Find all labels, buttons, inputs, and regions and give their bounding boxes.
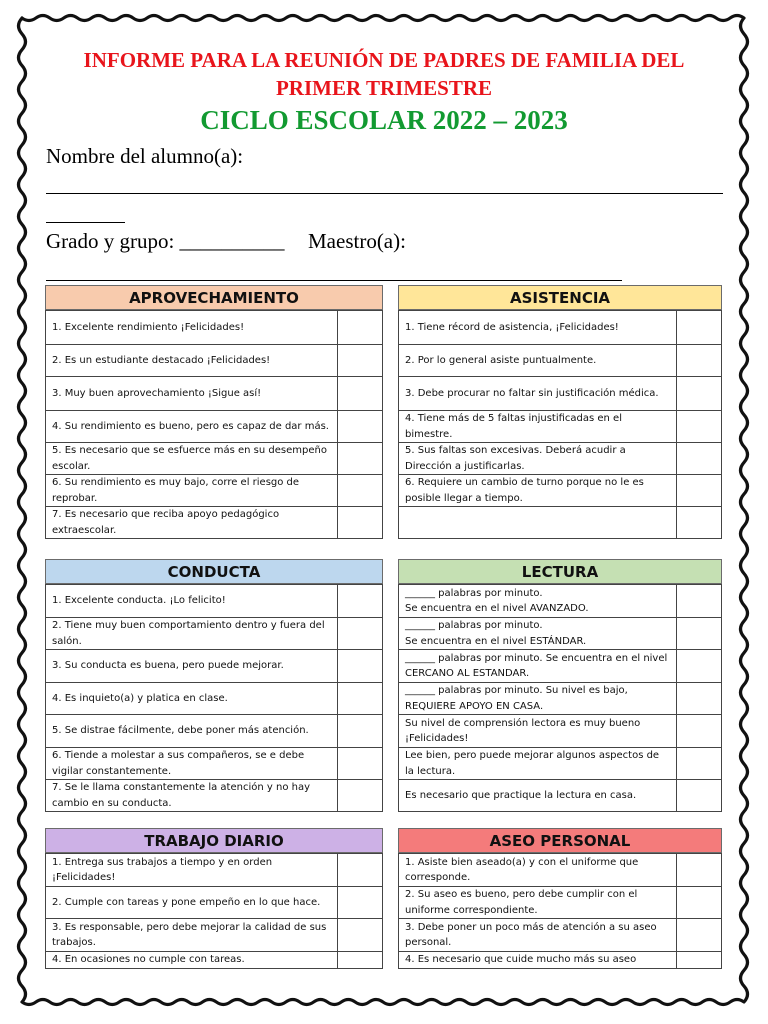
check-box[interactable]	[677, 887, 721, 918]
check-box[interactable]	[338, 443, 382, 474]
table-row	[399, 649, 721, 682]
table-row	[46, 886, 382, 918]
check-box[interactable]	[677, 650, 721, 682]
row-text: 2. Es un estudiante destacado ¡Felicidades!	[46, 345, 338, 376]
table-row	[46, 747, 382, 779]
rows-conducta	[45, 584, 383, 812]
table-row	[46, 584, 382, 617]
row-text: 6. Su rendimiento es muy bajo, corre el riesgo de reprobar.	[46, 475, 338, 506]
check-box[interactable]	[677, 618, 721, 649]
check-box[interactable]	[338, 952, 382, 968]
check-box[interactable]	[677, 475, 721, 506]
section-header-aprovechamiento: APROVECHAMIENTO	[45, 285, 383, 310]
student-name-line-continued[interactable]	[46, 222, 125, 223]
section-trabajo-diario	[45, 828, 383, 969]
check-box[interactable]	[677, 952, 721, 968]
check-box[interactable]	[338, 854, 382, 886]
rows-trabajo-diario	[45, 853, 383, 969]
check-box[interactable]	[677, 311, 721, 344]
row-text: 3. Es responsable, pero debe mejorar la calidad de sus trabajos.	[46, 919, 338, 951]
row-text: 4. Es inquieto(a) y platica en clase.	[46, 683, 338, 714]
table-row	[46, 310, 382, 344]
table-row	[399, 474, 721, 506]
table-row	[46, 376, 382, 410]
check-box[interactable]	[677, 411, 721, 442]
report-title-line2: PRIMER TRIMESTRE	[275, 76, 493, 100]
row-text: 2. Tiene muy buen comportamiento dentro y fuera del salón.	[46, 618, 338, 649]
section-aprovechamiento	[45, 285, 383, 539]
section-header-lectura: LECTURA	[398, 559, 722, 584]
row-text: 2. Cumple con tareas y pone empeño en lo que hace.	[46, 887, 338, 918]
check-box[interactable]	[338, 887, 382, 918]
table-row	[46, 853, 382, 886]
row-text: 4. Es necesario que cuide mucho más su aseo	[399, 952, 677, 968]
row-text: 5. Es necesario que se esfuerce más en su desempeño escolar.	[46, 443, 338, 474]
section-header-trabajo-diario: TRABAJO DIARIO	[45, 828, 383, 853]
rows-aprovechamiento	[45, 310, 383, 539]
row-text: Es necesario que practique la lectura en casa.	[399, 780, 677, 811]
table-row	[46, 474, 382, 506]
table-row	[399, 779, 721, 811]
table-row	[399, 918, 721, 951]
check-box[interactable]	[338, 507, 382, 538]
section-aseo-personal	[398, 828, 722, 969]
check-box[interactable]	[677, 377, 721, 410]
table-row	[399, 747, 721, 779]
table-row	[46, 617, 382, 649]
row-text: 5. Sus faltas son excesivas. Deberá acudir a Dirección a justificarlas.	[399, 443, 677, 474]
student-name-label: Nombre del alumno(a):	[46, 144, 244, 168]
row-text: 3. Su conducta es buena, pero puede mejorar.	[46, 650, 338, 682]
row-text: 4. En ocasiones no cumple con tareas.	[46, 952, 338, 968]
table-row	[46, 951, 382, 968]
check-box[interactable]	[338, 345, 382, 376]
table-row	[399, 886, 721, 918]
row-text: 7. Es necesario que reciba apoyo pedagógico extraescolar.	[46, 507, 338, 538]
check-box[interactable]	[338, 585, 382, 617]
section-header-asistencia: ASISTENCIA	[398, 285, 722, 310]
table-row	[46, 649, 382, 682]
check-box[interactable]	[677, 854, 721, 886]
table-row	[399, 853, 721, 886]
check-box[interactable]	[338, 311, 382, 344]
check-box[interactable]	[677, 748, 721, 779]
check-box[interactable]	[677, 683, 721, 714]
row-text: 2. Su aseo es bueno, pero debe cumplir con el uniforme correspondiente.	[399, 887, 677, 918]
table-row	[46, 506, 382, 538]
check-box[interactable]	[677, 585, 721, 617]
check-box[interactable]	[338, 683, 382, 714]
table-row	[399, 584, 721, 617]
row-text: ______ palabras por minuto. Se encuentra en el nivel AVANZADO.	[399, 585, 677, 617]
table-row	[46, 682, 382, 714]
check-box[interactable]	[677, 919, 721, 951]
table-row	[399, 442, 721, 474]
table-row	[46, 344, 382, 376]
row-text: 6. Requiere un cambio de turno porque no le es posible llegar a tiempo.	[399, 475, 677, 506]
check-box[interactable]	[338, 919, 382, 951]
report-title	[40, 46, 728, 102]
row-text: 4. Su rendimiento es bueno, pero es capaz de dar más.	[46, 411, 338, 442]
check-box[interactable]	[338, 475, 382, 506]
check-box[interactable]	[338, 618, 382, 649]
row-text: 7. Se le llama constantemente la atención y no hay cambio en su conducta.	[46, 780, 338, 811]
row-text: ______ palabras por minuto. Su nivel es bajo, REQUIERE APOYO EN CASA.	[399, 683, 677, 714]
teacher-label: Maestro(a):	[308, 229, 406, 253]
section-conducta	[45, 559, 383, 812]
row-text: 4. Tiene más de 5 faltas injustificadas en el bimestre.	[399, 411, 677, 442]
row-text: 1. Excelente rendimiento ¡Felicidades!	[46, 311, 338, 344]
row-text: ______ palabras por minuto. Se encuentra en el nivel ESTÁNDAR.	[399, 618, 677, 649]
check-box[interactable]	[338, 411, 382, 442]
grade-group-label: Grado y grupo: __________	[46, 229, 285, 253]
rows-asistencia	[398, 310, 722, 539]
section-asistencia	[398, 285, 722, 539]
row-text	[399, 507, 677, 538]
row-text: 3. Debe poner un poco más de atención a su aseo personal.	[399, 919, 677, 951]
rows-aseo-personal	[398, 853, 722, 969]
row-text: ______ palabras por minuto. Se encuentra en el nivel CERCANO AL ESTANDAR.	[399, 650, 677, 682]
table-row	[399, 951, 721, 968]
check-box[interactable]	[338, 715, 382, 747]
check-box[interactable]	[338, 780, 382, 811]
check-box[interactable]	[677, 715, 721, 747]
table-row	[399, 410, 721, 442]
row-text: 6. Tiende a molestar a sus compañeros, se e debe vigilar constantemente.	[46, 748, 338, 779]
student-name-line[interactable]	[46, 193, 723, 194]
row-text: 2. Por lo general asiste puntualmente.	[399, 345, 677, 376]
table-row	[46, 918, 382, 951]
section-header-aseo-personal: ASEO PERSONAL	[398, 828, 722, 853]
section-lectura	[398, 559, 722, 812]
row-text: Su nivel de comprensión lectora es muy bueno ¡Felicidades!	[399, 715, 677, 747]
check-box[interactable]	[677, 507, 721, 538]
table-row	[399, 506, 721, 538]
report-title-line1: INFORME PARA LA REUNIÓN DE PADRES DE FAMILIA DEL	[83, 48, 685, 72]
check-box[interactable]	[338, 748, 382, 779]
teacher-name-line[interactable]	[46, 280, 622, 281]
table-row	[399, 617, 721, 649]
row-text: 3. Debe procurar no faltar sin justificación médica.	[399, 377, 677, 410]
table-row	[399, 376, 721, 410]
row-text: 1. Tiene récord de asistencia, ¡Felicidades!	[399, 311, 677, 344]
table-row	[46, 779, 382, 811]
table-row	[399, 310, 721, 344]
check-box[interactable]	[677, 780, 721, 811]
rows-lectura	[398, 584, 722, 812]
row-text: 3. Muy buen aprovechamiento ¡Sigue así!	[46, 377, 338, 410]
check-box[interactable]	[338, 650, 382, 682]
table-row	[399, 714, 721, 747]
row-text: 5. Se distrae fácilmente, debe poner más atención.	[46, 715, 338, 747]
table-row	[46, 442, 382, 474]
row-text: 1. Entrega sus trabajos a tiempo y en orden ¡Felicidades!	[46, 854, 338, 886]
table-row	[46, 410, 382, 442]
check-box[interactable]	[677, 443, 721, 474]
row-text: Lee bien, pero puede mejorar algunos aspectos de la lectura.	[399, 748, 677, 779]
check-box[interactable]	[338, 377, 382, 410]
school-cycle-title: CICLO ESCOLAR 2022 – 2023	[200, 105, 568, 135]
table-row	[399, 344, 721, 376]
section-header-conducta: CONDUCTA	[45, 559, 383, 584]
table-row	[399, 682, 721, 714]
row-text: 1. Asiste bien aseado(a) y con el uniforme que corresponde.	[399, 854, 677, 886]
check-box[interactable]	[677, 345, 721, 376]
table-row	[46, 714, 382, 747]
row-text: 1. Excelente conducta. ¡Lo felicito!	[46, 585, 338, 617]
